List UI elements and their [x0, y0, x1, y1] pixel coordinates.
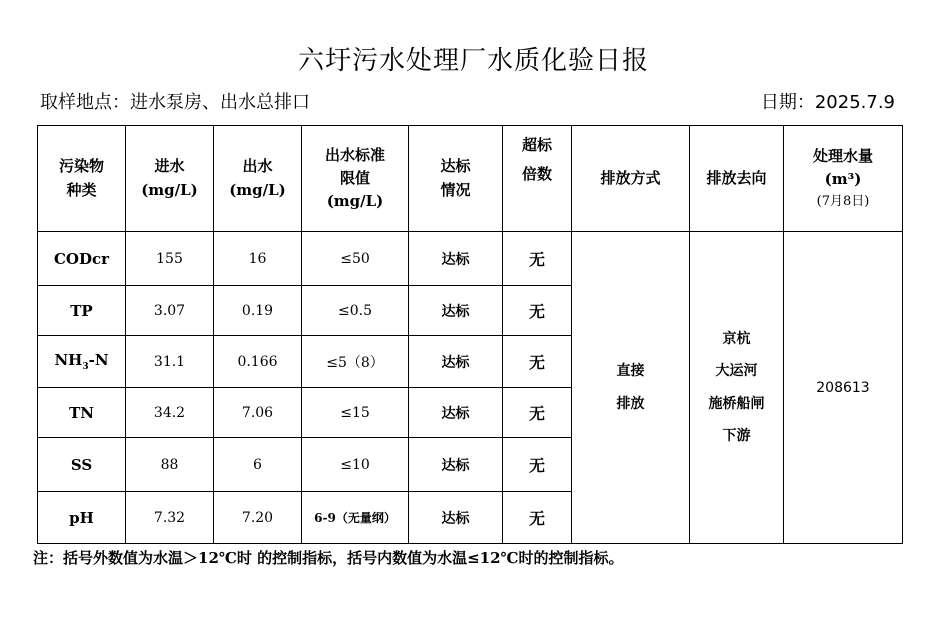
compliance-cell: 达标: [409, 492, 503, 544]
discharge-method-cell: 直接 排放: [572, 232, 690, 544]
excess-cell: 无: [503, 286, 572, 336]
header-discharge-method: 排放方式: [572, 126, 690, 232]
effluent-cell: 0.19: [214, 286, 302, 336]
influent-cell: 7.32: [126, 492, 214, 544]
limit-cell: ≤0.5: [302, 286, 409, 336]
compliance-cell: 达标: [409, 336, 503, 388]
effluent-cell: 16: [214, 232, 302, 286]
header-influent: 进水 (mg/L): [126, 126, 214, 232]
compliance-cell: 达标: [409, 388, 503, 438]
table-row: [38, 232, 903, 286]
influent-cell: 34.2: [126, 388, 214, 438]
pollutant-cell: $NH_3-N$: [38, 336, 126, 388]
treated-volume-cell: 208613: [784, 232, 903, 544]
compliance-cell: 达标: [409, 232, 503, 286]
excess-cell: 无: [503, 232, 572, 286]
limit-cell: ≤50: [302, 232, 409, 286]
report-date: 日期：2025.7.9: [760, 92, 895, 113]
header-row: [38, 126, 903, 232]
excess-cell: 无: [503, 438, 572, 492]
pollutant-cell: TN: [38, 388, 126, 438]
header-treated-volume: 处理水量 (m³) (7月8日): [784, 126, 903, 232]
pollutant-cell: SS: [38, 438, 126, 492]
header-excess: 超标 倍数: [503, 126, 572, 232]
limit-cell: ≤10: [302, 438, 409, 492]
pollutant-cell: TP: [38, 286, 126, 336]
header-limit: 出水标准 限值 (mg/L): [302, 126, 409, 232]
header-effluent: 出水 (mg/L): [214, 126, 302, 232]
effluent-cell: 7.06: [214, 388, 302, 438]
header-compliance: 达标 情况: [409, 126, 503, 232]
limit-cell: ≤5（8）: [302, 336, 409, 388]
header-discharge-destination: 排放去向: [690, 126, 784, 232]
excess-cell: 无: [503, 492, 572, 544]
discharge-destination-cell: 京杭 大运河 施桥船闸 下游: [690, 232, 784, 544]
limit-cell: 6-9（无量纲）: [302, 492, 409, 544]
influent-cell: 88: [126, 438, 214, 492]
compliance-cell: 达标: [409, 438, 503, 492]
effluent-cell: 7.20: [214, 492, 302, 544]
effluent-cell: 0.166: [214, 336, 302, 388]
header-pollutant: 污染物 种类: [38, 126, 126, 232]
influent-cell: 31.1: [126, 336, 214, 388]
excess-cell: 无: [503, 336, 572, 388]
footnote: 注：括号外数值为水温＞12℃时 的控制指标，括号内数值为水温≤12℃时的控制指标。: [33, 549, 624, 567]
influent-cell: 155: [126, 232, 214, 286]
sampling-site: 取样地点：进水泵房、出水总排口: [40, 92, 310, 113]
pollutant-cell: CODcr: [38, 232, 126, 286]
excess-cell: 无: [503, 388, 572, 438]
effluent-cell: 6: [214, 438, 302, 492]
report-title: 六圩污水处理厂水质化验日报: [297, 46, 649, 76]
compliance-cell: 达标: [409, 286, 503, 336]
pollutant-cell: pH: [38, 492, 126, 544]
influent-cell: 3.07: [126, 286, 214, 336]
limit-cell: ≤15: [302, 388, 409, 438]
water-quality-table: [37, 125, 903, 544]
